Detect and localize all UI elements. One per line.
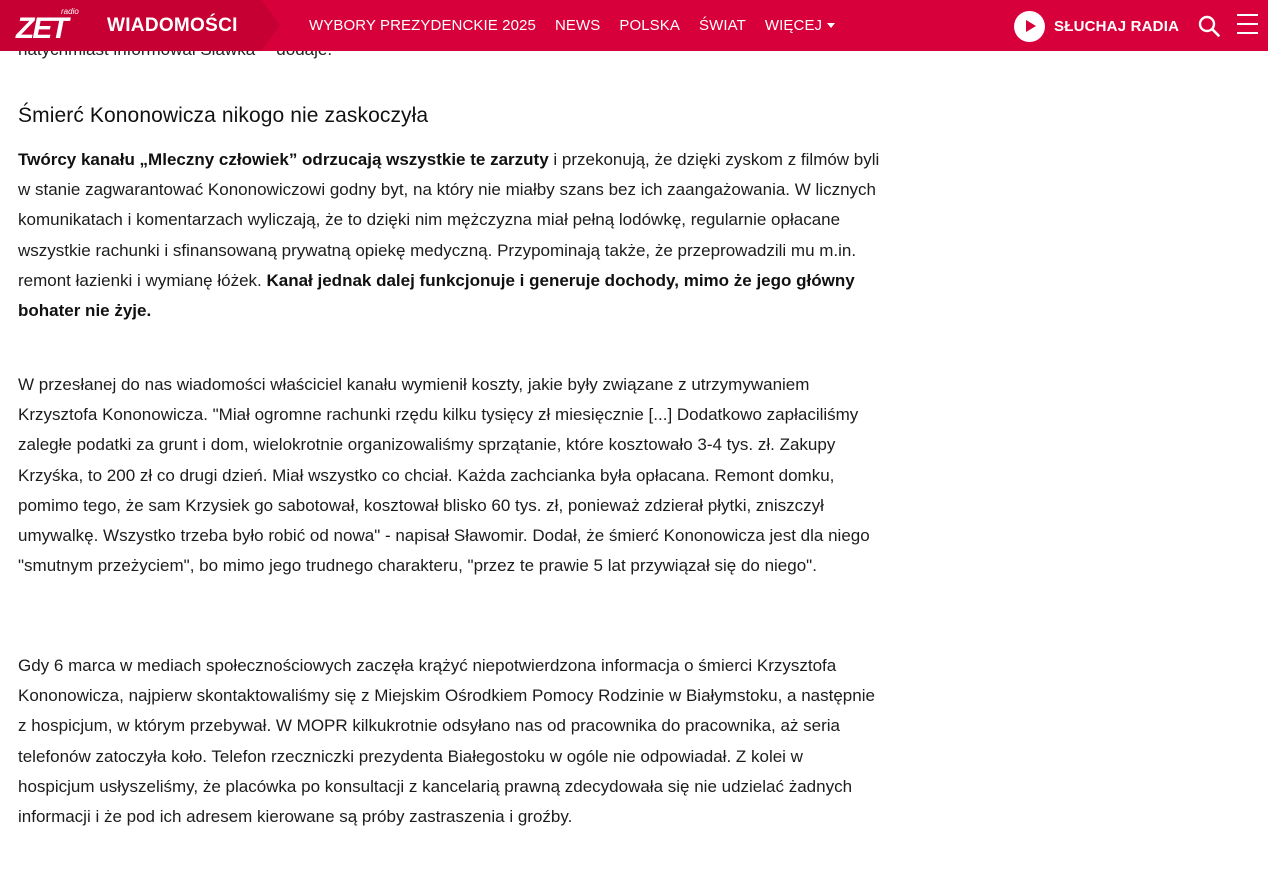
article-paragraph: Gdy 6 marca w mediach społecznościowych zaczęła krążyć niepotwierdzona informacja o śmierci Krzysztofa Kononowicza, najpierw skontaktowaliśmy się z Miejskim Ośrodkiem Pomocy Rodzinie w Białymstoku, a następnie z hospicjum, w którym przebywał. W MOPR kilkukrotnie odsyłano nas od pracownika do pracownika, aż seria telefonów zatoczyła koło. Telefon rzeczniczki prezydenta Białegostoku w ogóle nie odpowiadał. Z kolei w hospicjum usłyszeliśmy, że placówka po konsultacji z kancelarią prawną zdecydowała się nie udzielać żadnych informacji i że pod ich adresem kierowane są próby zastraszenia i groźby. (18, 656, 875, 827)
nav-item-swiat[interactable]: ŚWIAT (698, 17, 746, 34)
zet-logo-icon[interactable] (14, 6, 92, 46)
logo-radio-label: radio (61, 7, 79, 16)
nav-item-wiecej-label: WIĘCEJ (764, 17, 823, 34)
svg-text:ZET: ZET (16, 12, 67, 45)
hamburger-menu-icon[interactable] (1237, 14, 1259, 36)
paragraph-text: i przekonują, że dzięki zyskom z filmów byli w stanie zagwarantować Kononowiczowi godny byt, na który nie miałby szans bez ich zaangażowania. W licznych komunikatach i komentarzach wyliczają, że to dzięki nim mężczyzna miał pełną lodówkę, regularnie opłacane wszystkie rachunki i sfinansowaną prywatną opiekę medyczną. Przypominają także, że przeprowadzili mu m.in. remont łazienki i wymianę łóżek. (18, 150, 880, 290)
search-icon[interactable] (1198, 15, 1220, 37)
bold-ending: Kanał jednak dalej funkcjonuje i generuje dochody, mimo że jego główny bohater nie żyje. (18, 270, 855, 321)
top-nav-bar (0, 0, 1268, 51)
article-paragraph (18, 145, 880, 326)
nav-item-news[interactable]: NEWS (554, 17, 601, 34)
nav-item-wiecej[interactable] (765, 17, 835, 34)
section-heading: Śmierć Kononowicza nikogo nie zaskoczyła (18, 104, 429, 127)
chevron-down-icon (827, 23, 835, 28)
main-nav (309, 17, 854, 34)
brand-block[interactable] (0, 0, 262, 51)
play-icon (1014, 11, 1045, 42)
listen-radio-label: SŁUCHAJ RADIA (1054, 17, 1180, 35)
nav-item-wybory[interactable]: WYBORY PREZYDENCKIE 2025 (309, 17, 536, 34)
article-paragraph: W przesłanej do nas wiadomości właściciel kanału wymienił koszty, jakie były związane z utrzymywaniem Krzysztofa Kononowicza. "Miał ogromne rachunki rzędu kilku tysięcy zł miesięcznie [...] Dodatkowo zapłaciliśmy zaległe podatki za grunt i dom, wielokrotnie organizowaliśmy sprzątanie, które kosztowało 3-4 tys. zł. Zakupy Krzyśka, to 200 zł co drugi dzień. Miał wszystko co chciał. Każda zachcianka była opłacana. Remont domku, pomimo tego, że sam Krzysiek go sabotował, kosztował blisko 60 tys. zł, ponieważ zdzierał płytki, zniszczył umywalkę. Wszystko trzeba było robić od nowa" - napisał Sławomir. Dodał, że śmierć Kononowicza jest dla niego "smutnym przeżyciem", bo mimo jego trudnego charakteru, "przez te prawie 5 lat przywiązał się do niego". (18, 375, 870, 576)
bold-lead: Twórcy kanału „Mleczny człowiek” odrzucają wszystkie te zarzuty (18, 150, 549, 169)
listen-radio-button[interactable] (1014, 10, 1179, 42)
nav-item-polska[interactable]: POLSKA (619, 17, 680, 34)
brand-title[interactable]: WIADOMOŚCI (107, 15, 238, 36)
brand-arrow (262, 0, 280, 50)
